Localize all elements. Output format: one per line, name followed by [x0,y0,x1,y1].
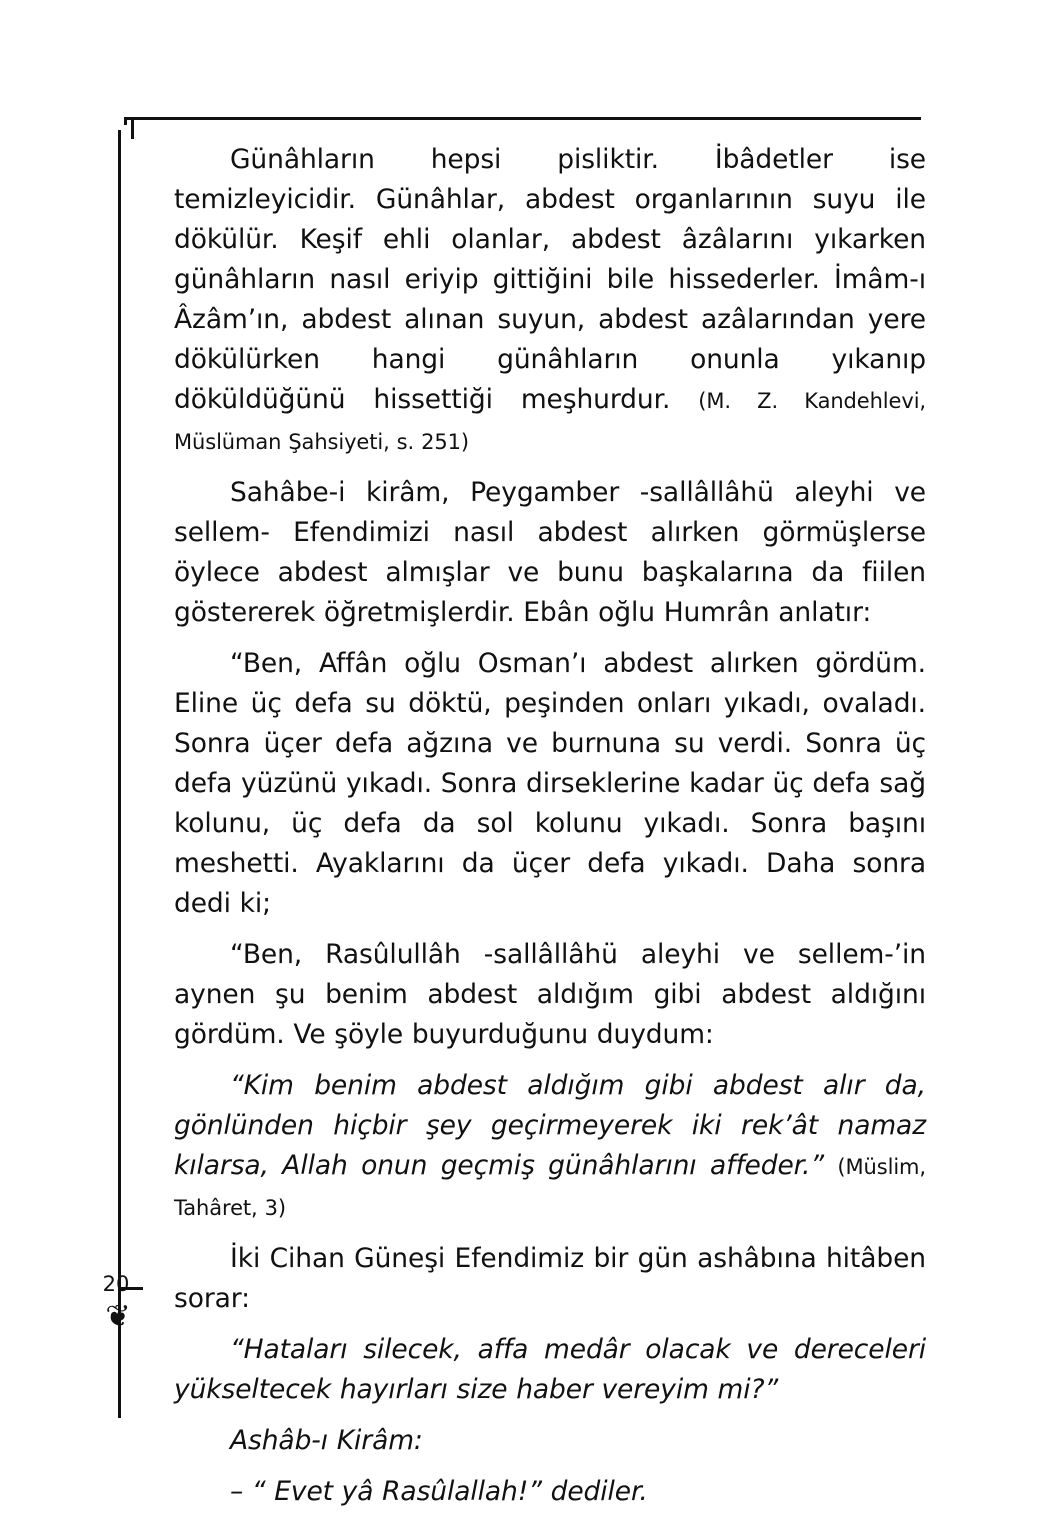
paragraph-text: İki Cihan Güneşi Efendimiz bir gün ashâbına hitâben sorar: [174,1243,926,1314]
paragraph-citation: (Müslim, Tahâret, 3) [174,1155,926,1220]
flourish-ornament-icon: ❦ [105,1299,131,1334]
paragraph [174,1472,926,1512]
page-border-top [131,117,921,120]
paragraph [174,644,926,924]
paragraph [174,1239,926,1319]
paragraph [174,1330,926,1410]
paragraph-text: “Ben, Affân oğlu Osman’ı abdest alırken gördüm. Eline üç defa su döktü, peşinden onları yıkadı, ovaladı. Sonra üçer defa ağzına ve burnuna su verdi. Sonra üç defa yüzünü yıkadı. Sonra dirseklerine kadar üç defa sağ kolunu, üç defa da sol kolunu yıkadı. Sonra başını meshetti. Ayaklarını da üçer defa yıkadı. Daha sonra dedi ki; [174,648,926,919]
paragraph [174,473,926,633]
page-border-corner-vertical [131,117,134,139]
paragraph-text: – “ Evet yâ Rasûlallah!” dediler. [230,1476,648,1507]
paragraph [174,140,926,462]
page-number: 20 [102,1272,130,1296]
paragraph-text: Günâhların hepsi pisliktir. İbâdetler ise temizleyicidir. Günâhlar, abdest organlarının suyu ile dökülür. Keşif ehli olanlar, abdest âzâlarını yıkarken günâhların nasıl eriyip gittiğini bile hissederler. İmâm-ı Âzâm’ın, abdest alınan suyun, abdest azâlarından yere dökülürken hangi günâhların onunla yıkanıp döküldüğünü hissettiği meşhurdur. [174,144,926,415]
paragraph [174,1421,926,1461]
paragraph [174,1066,926,1228]
paragraph [174,935,926,1055]
page-border-left [118,130,121,1415]
page-border-corner-nub-vertical [124,117,127,125]
page-border-bottom-stem [118,1340,121,1418]
paragraph-text: Ashâb-ı Kirâm: [230,1425,423,1456]
paragraph-text: “Hataları silecek, affa medâr olacak ve dereceleri yükseltecek hayırları size haber vereyim mi?” [174,1334,926,1405]
paragraph-text: “Ben, Rasûlullâh -sallâllâhü aleyhi ve sellem-’in aynen şu benim abdest aldığım gibi abdest aldığını gördüm. Ve şöyle buyurduğunu duydum: [174,939,926,1050]
paragraph-citation: (M. Z. Kandehlevi, Müslüman Şahsiyeti, s. 251) [174,389,926,454]
page-body-text [174,140,926,1512]
paragraph-text: “Kim benim abdest aldığım gibi abdest alır da, gönlünden hiçbir şey geçirmeyerek iki rek’ât namaz kılarsa, Allah onun geçmiş günâhlarını affeder.” [174,1070,926,1181]
paragraph-text: Sahâbe-i kirâm, Peygamber -sallâllâhü aleyhi ve sellem- Efendimizi nasıl abdest alırken görmüşlerse öylece abdest almışlar ve bunu başkalarına da fiilen göstererek öğretmişlerdir. Ebân oğlu Humrân anlatır: [174,477,926,628]
